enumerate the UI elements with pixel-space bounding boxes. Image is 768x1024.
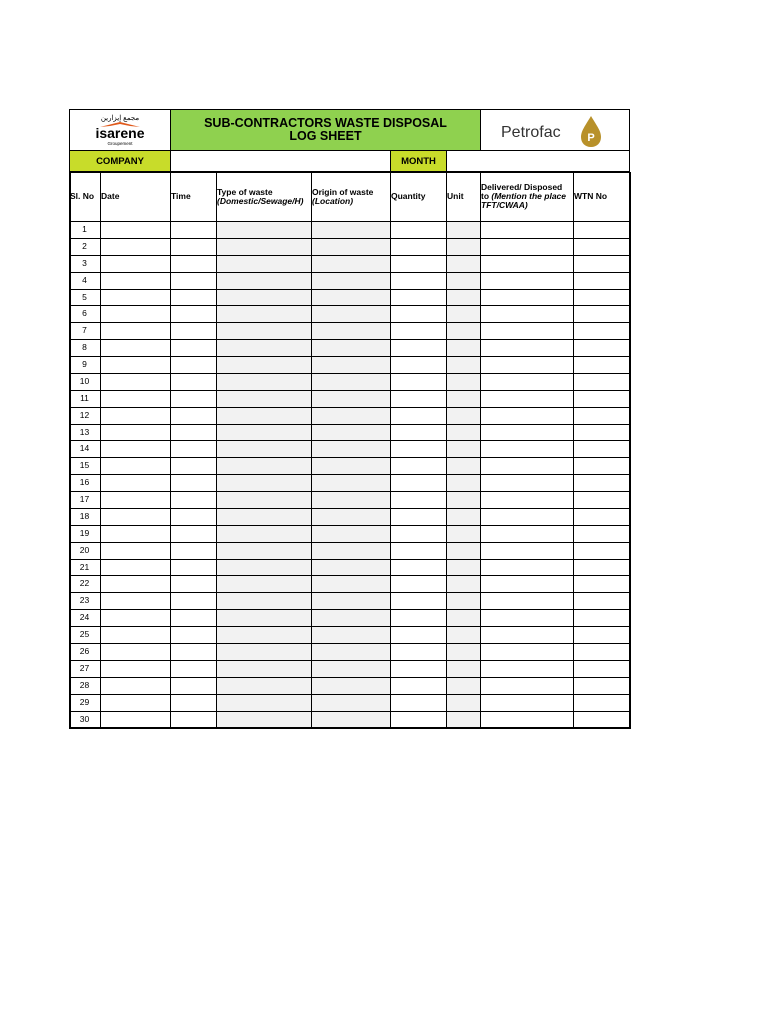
table-hline: [69, 373, 631, 374]
row-number: 17: [79, 494, 90, 505]
col-head-wtn-no: WTN No: [574, 191, 608, 201]
sheet-title: [170, 109, 481, 151]
row-number: 9: [82, 359, 87, 370]
month-field[interactable]: [446, 150, 630, 172]
table-hline: [69, 221, 631, 222]
table-hline: [69, 440, 631, 441]
table-hline: [69, 424, 631, 425]
col-head-type-line1: Type of waste: [217, 186, 273, 197]
table-hline: [69, 727, 631, 729]
table-hline: [69, 643, 631, 644]
table-hline: [69, 289, 631, 290]
table-hline: [69, 390, 631, 391]
row-number: 8: [82, 342, 87, 353]
col-head-delivered-line3: TFT/CWAA): [481, 200, 528, 210]
table-hline: [69, 255, 631, 256]
col-head-date: Date: [101, 191, 120, 201]
table-hline: [69, 474, 631, 475]
petrofac-logo-cell: [480, 109, 630, 151]
col-head-delivered-line2a: to: [481, 191, 492, 201]
sheet-title-line2: LOG SHEET: [289, 129, 362, 143]
row-number: 15: [79, 460, 90, 471]
row-number: 26: [79, 646, 90, 656]
row-number: 7: [82, 325, 87, 336]
row-number: 20: [79, 544, 90, 555]
row-number: 1: [82, 224, 87, 234]
col-head-origin-of-waste: [311, 172, 391, 221]
isarene-brand-text: isarene: [95, 125, 145, 141]
col-head-type-line2: (Domestic/Sewage/H): [217, 195, 304, 206]
table-hline: [69, 457, 631, 458]
row-number: 5: [82, 291, 87, 302]
isarene-logo: [70, 110, 170, 150]
table-hline: [69, 575, 631, 576]
isarene-arabic-text: مجمع إيزارين: [100, 115, 140, 122]
col-head-delivered-line1: Delivered/ Disposed: [481, 182, 563, 192]
row-number: 28: [79, 679, 90, 690]
table-hline: [69, 339, 631, 340]
company-field[interactable]: [170, 150, 391, 172]
table-hline: [69, 694, 631, 695]
table-hline: [69, 272, 631, 273]
table-hline: [69, 660, 631, 661]
row-number: 14: [79, 443, 90, 454]
table-hline: [69, 525, 631, 526]
petrofac-brand-text: Petrofac: [501, 124, 561, 141]
col-head-delivered-line2b: (Mention the place: [491, 191, 567, 201]
col-head-quantity: Quantity: [391, 191, 426, 201]
table-hline: [69, 626, 631, 627]
col-head-origin-line2: (Location): [312, 195, 354, 206]
row-number: 30: [79, 713, 90, 724]
table-hline: [69, 356, 631, 357]
row-number: 10: [79, 375, 90, 386]
table-hline: [69, 238, 631, 239]
row-number: 4: [82, 274, 87, 285]
table-hline: [69, 508, 631, 509]
row-number: 11: [80, 392, 89, 403]
company-label: COMPANY: [69, 150, 171, 172]
table-hline: [69, 305, 631, 306]
row-number: 16: [79, 477, 90, 488]
month-label: MONTH: [390, 150, 447, 172]
row-number: 6: [82, 308, 87, 319]
row-number: 12: [79, 409, 90, 420]
row-number: 3: [82, 257, 87, 268]
row-number: 22: [79, 578, 90, 589]
petrofac-logo: [481, 110, 629, 150]
row-number: 19: [79, 527, 90, 538]
row-number: 13: [79, 426, 90, 437]
row-number: 24: [79, 612, 90, 623]
sheet-title-line1: SUB-CONTRACTORS WASTE DISPOSAL: [204, 116, 447, 130]
petrofac-emblem-letter: P: [587, 132, 595, 144]
table-hline: [69, 322, 631, 323]
isarene-subtitle: Groupement: [107, 141, 133, 146]
table-hline: [69, 542, 631, 543]
row-number: 27: [79, 662, 90, 673]
table-hline: [69, 407, 631, 408]
row-number: 25: [79, 629, 90, 640]
table-hline: [69, 491, 631, 492]
table-hline: [69, 609, 631, 610]
col-head-type-of-waste: [216, 172, 312, 221]
isarene-logo-cell: [69, 109, 171, 151]
row-number: 21: [79, 561, 90, 572]
table-hline: [69, 559, 631, 560]
row-number: 2: [82, 240, 87, 251]
col-head-sl-no: Sl. No: [70, 191, 95, 201]
table-hline: [69, 711, 631, 712]
col-head-time: Time: [171, 191, 191, 201]
table-hline: [69, 677, 631, 678]
col-head-origin-line1: Origin of waste: [312, 186, 374, 197]
col-head-unit: Unit: [447, 191, 464, 201]
col-head-delivered-disposed: [480, 172, 574, 221]
table-hline: [69, 592, 631, 593]
row-number: 23: [79, 595, 90, 606]
row-number: 29: [79, 696, 90, 707]
row-number: 18: [79, 510, 90, 521]
